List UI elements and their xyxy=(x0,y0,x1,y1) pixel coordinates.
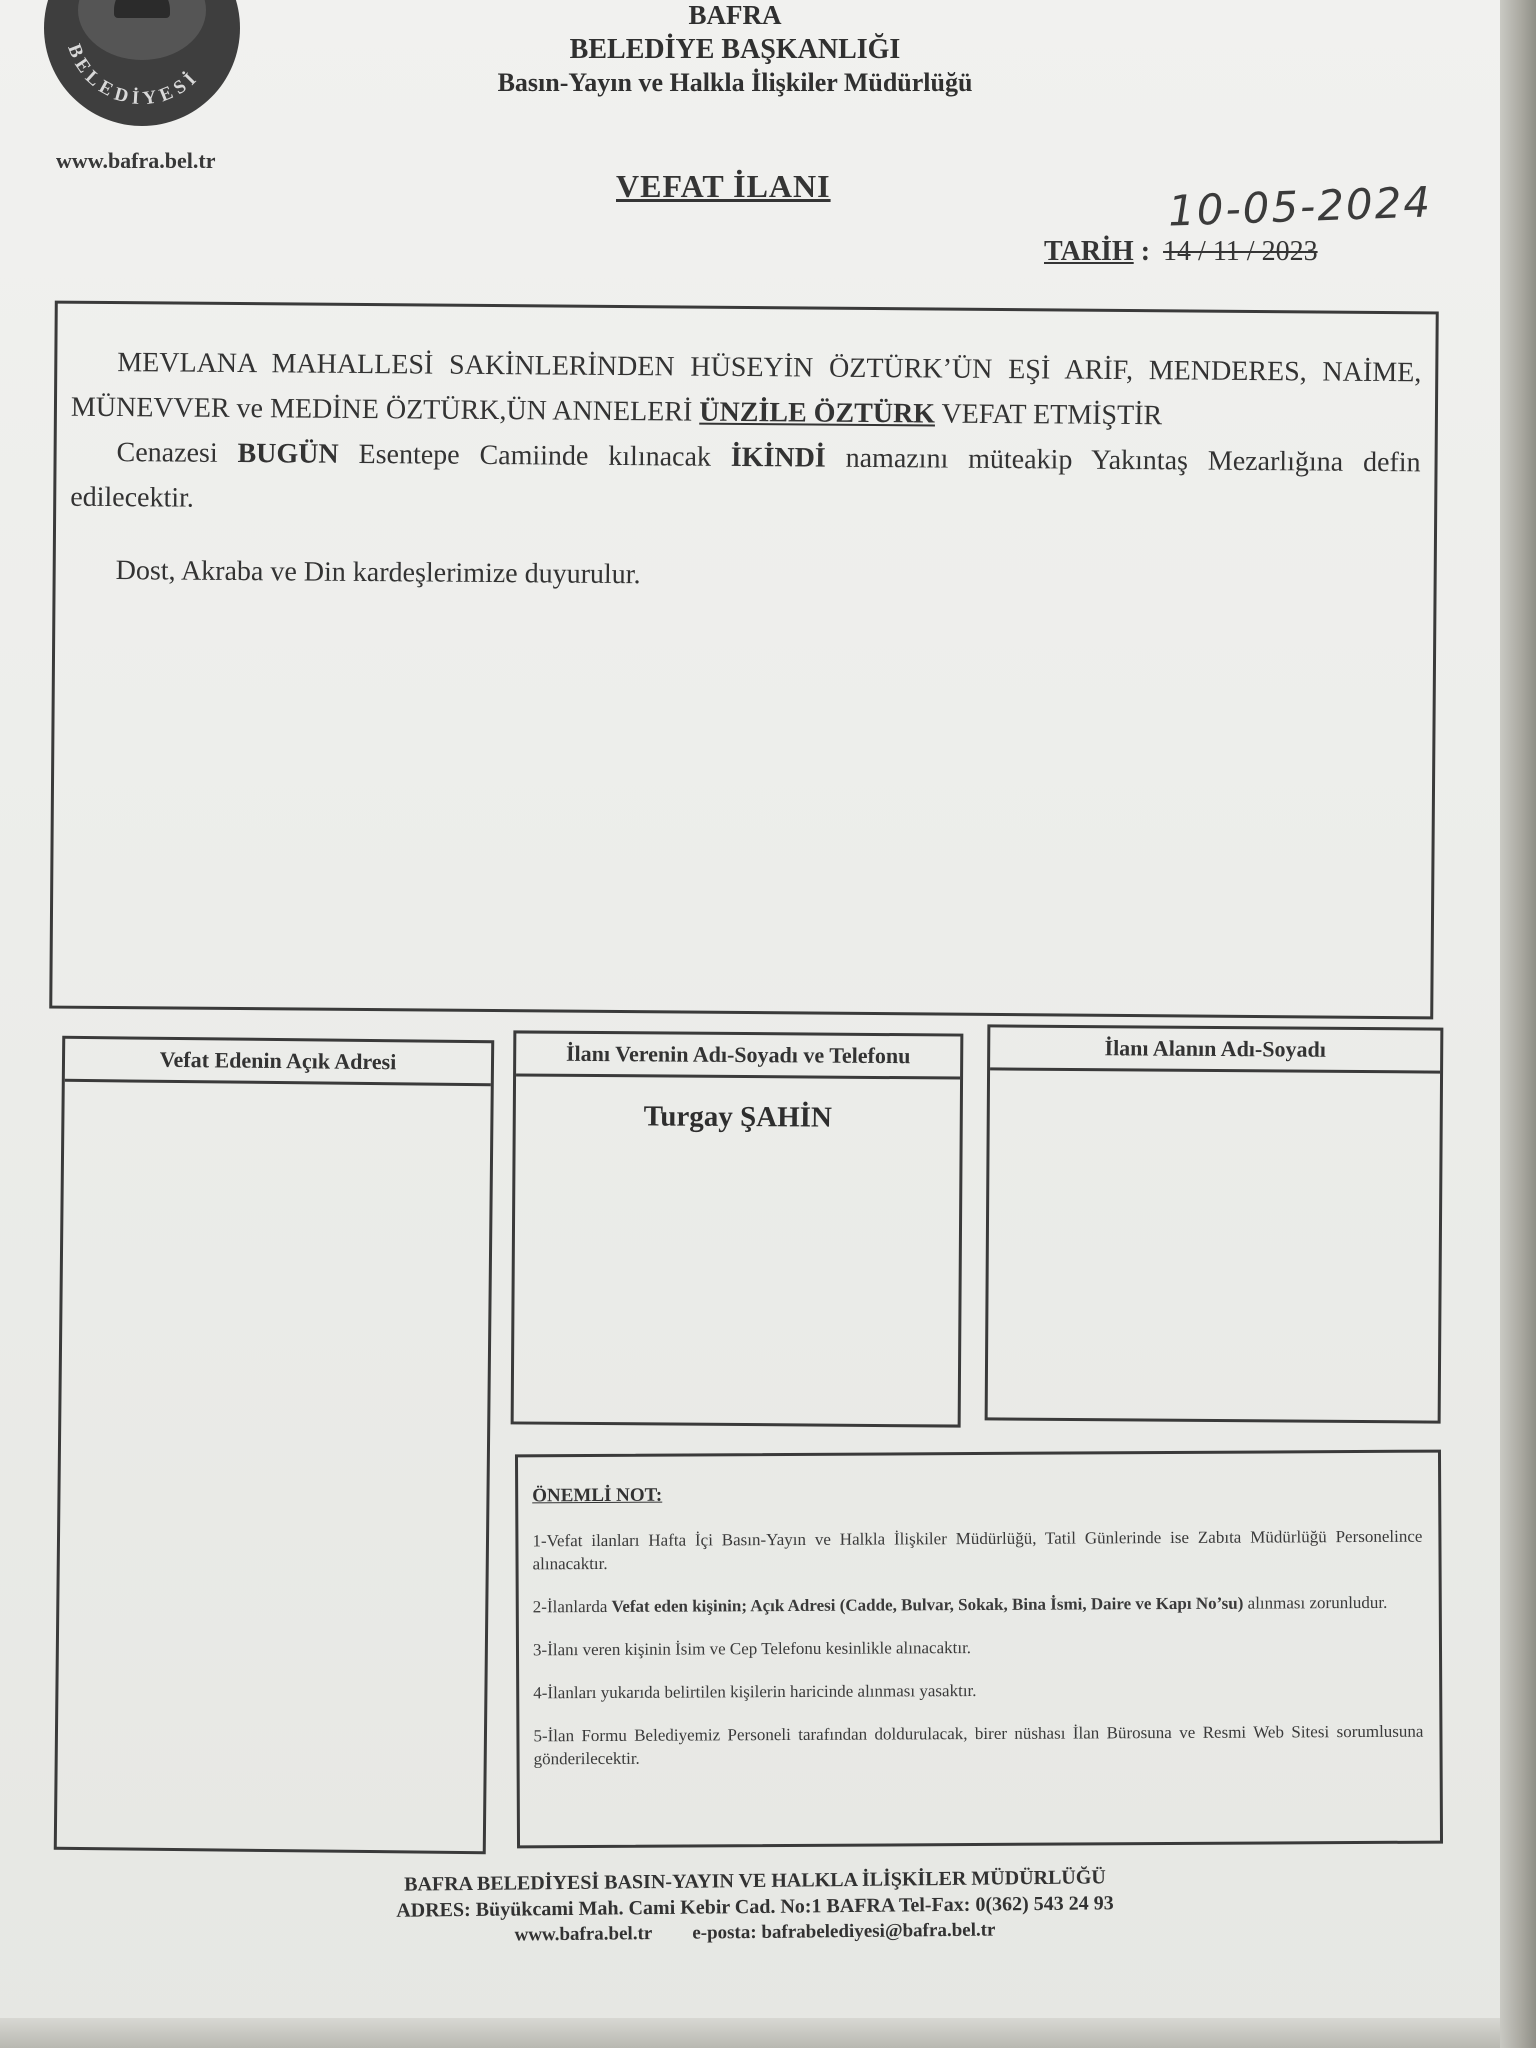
background-surface xyxy=(1500,0,1536,2048)
funeral-prayer: İKİNDİ xyxy=(730,441,826,474)
document-title: VEFAT İLANI xyxy=(616,168,831,204)
footer-email: e-posta: bafrabelediyesi@bafra.bel.tr xyxy=(692,1919,996,1944)
note-item-1: 1-Vefat ilanları Hafta İçi Basın-Yayın ve Halkla İlişkiler Müdürlüğü, Tatil Günlerinde ise Zabıta Müdürlüğü Personelince alınacaktır. xyxy=(532,1526,1423,1574)
notice-taker-header: İlanı Alanın Adı-Soyadı xyxy=(990,1027,1440,1073)
header-department: Basın-Yayın ve Halkla İlişkiler Müdürlüğü xyxy=(497,68,973,97)
notice-text xyxy=(70,340,1422,604)
note-text-bold: Vefat eden kişinin; Açık Adresi (Cadde, Bulvar, Sokak, Bina İsmi, Daire ve Kapı No’su) xyxy=(611,1593,1244,1616)
notice-paragraph-2 xyxy=(70,430,1421,531)
date-old-value: 14 / 11 / 2023 xyxy=(1163,236,1318,267)
handwritten-date: 10-05-2024 xyxy=(1167,177,1433,236)
date-label: TARİH xyxy=(1044,236,1134,267)
notice-text-part: namazını müteakip Yakıntaş Mezarlığına defin edilecektir. xyxy=(70,442,1421,514)
date-row xyxy=(1044,236,1318,268)
svg-text:BELEDİYESİ: BELEDİYESİ xyxy=(63,41,204,110)
funeral-day: BUGÜN xyxy=(237,438,339,470)
note-item-5: 5-İlan Formu Belediyemiz Personeli tarafından doldurulacak, birer nüshası İlan Bürosuna ve Resmi Web Sitesi sorumlusuna gönderilecektir. xyxy=(533,1721,1424,1769)
notice-giver-header: İlanı Verenin Adı-Soyadı ve Telefonu xyxy=(516,1033,960,1079)
notice-giver-name: Turgay ŞAHİN xyxy=(643,1100,833,1134)
important-note-title: ÖNEMLİ NOT: xyxy=(532,1484,663,1507)
footer-address: ADRES: Büyükcami Mah. Cami Kebir Cad. No:1 BAFRA Tel-Fax: 0(362) 543 24 93 xyxy=(396,1892,1114,1922)
notice-taker-box xyxy=(985,1024,1444,1423)
deceased-address-box xyxy=(54,1036,495,1854)
header-city: BAFRA xyxy=(688,0,782,30)
notice-text-part: Esentepe Camiinde kılınacak xyxy=(338,438,731,473)
header-municipality: BELEDİYE BAŞKANLIĞI xyxy=(569,34,901,65)
notice-paragraph-1 xyxy=(71,340,1422,441)
note-item-4: 4-İlanları yukarıda belirtilen kişilerin haricinde alınması yasaktır. xyxy=(533,1681,977,1703)
note-text-part: alınması zorunludur. xyxy=(1243,1592,1388,1613)
note-item-2 xyxy=(533,1591,1423,1619)
notice-text-part: Cenazesi xyxy=(116,437,238,470)
deceased-name: ÜNZİLE ÖZTÜRK xyxy=(699,396,936,430)
footer-website: www.bafra.bel.tr xyxy=(514,1923,653,1946)
notice-closing: Dost, Akraba ve Din kardeşlerimize duyurulur. xyxy=(115,555,641,591)
notice-giver-box xyxy=(511,1030,964,1427)
deceased-address-header: Vefat Edenin Açık Adresi xyxy=(65,1039,491,1086)
footer-department: BAFRA BELEDİYESİ BASIN-YAYIN VE HALKLA İLİŞKİLER MÜDÜRLÜĞÜ xyxy=(404,1866,1106,1896)
paper-bottom-edge xyxy=(0,2018,1512,2048)
important-note-list xyxy=(532,1525,1423,1791)
notice-box xyxy=(49,301,1439,1020)
note-item-3: 3-İlanı veren kişinin İsim ve Cep Telefonu kesinlikle alınacaktır. xyxy=(532,1638,972,1660)
date-separator: : xyxy=(1140,236,1151,267)
header-website: www.bafra.bel.tr xyxy=(56,148,216,173)
important-note-box xyxy=(515,1450,1443,1849)
note-text-part: 2-İlanlarda xyxy=(532,1596,612,1617)
notice-text-part: VEFAT ETMİŞTİR xyxy=(934,398,1163,432)
notice-text-part: MEVLANA MAHALLESİ SAKİNLERİNDEN HÜSEYİN ÖZTÜRK’ÜN EŞİ ARİF, MENDERES, NAİME, MÜNEVVER ve MEDİNE ÖZTÜRK,ÜN ANNELERİ xyxy=(70,347,1422,428)
